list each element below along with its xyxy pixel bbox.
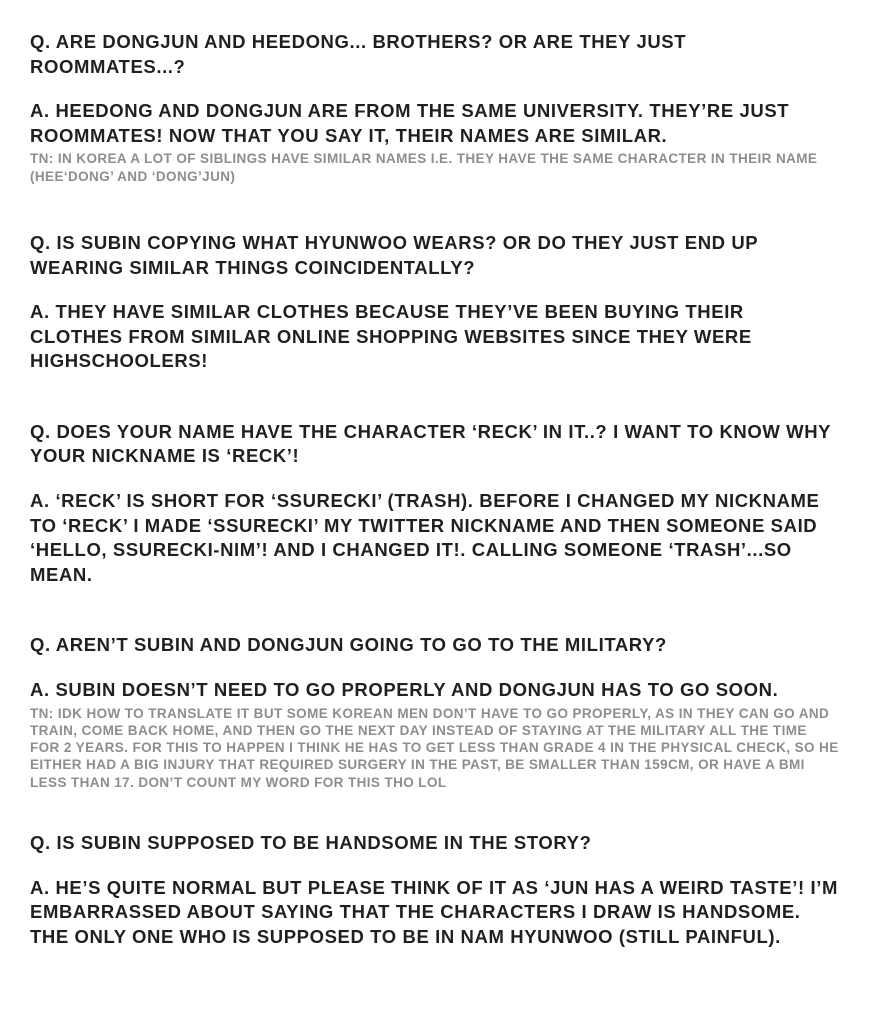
- answer-text: A. THEY HAVE SIMILAR CLOTHES BECAUSE THEY’VE BEEN BUYING THEIR CLOTHES FROM SIMILAR ONLINE SHOPPING WEBSITES SINCE THEY WERE HIGHSCHOOLERS!: [30, 301, 752, 372]
- answer-text: A. HE’S QUITE NORMAL BUT PLEASE THINK OF IT AS ‘JUN HAS A WEIRD TASTE’! I’M EMBARRASSED ABOUT SAYING THAT THE CHARACTERS I DRAW IS HANDSOME. THE ONLY ONE WHO IS SUPPOSED TO BE IN NAM HYUNWOO (STILL PAINFUL).: [30, 876, 838, 947]
- question-text: Q. ARE DONGJUN AND HEEDONG... BROTHERS? OR ARE THEY JUST ROOMMATES...?: [30, 31, 687, 77]
- qa-block: [30, 30, 839, 185]
- block-spacer: [30, 791, 839, 831]
- translator-note: TN: IN KOREA A LOT OF SIBLINGS HAVE SIMILAR NAMES I.E. THEY HAVE THE SAME CHARACTER IN THEIR NAME (HEE‘DONG’ AND ‘DONG’JUN): [30, 151, 818, 184]
- answer-text: A. SUBIN DOESN’T NEED TO GO PROPERLY AND DONGJUN HAS TO GO SOON.: [30, 679, 779, 701]
- translator-note: TN: IDK HOW TO TRANSLATE IT BUT SOME KOREAN MEN DON’T HAVE TO GO PROPERLY, AS IN THEY CAN GO AND TRAIN, COME BACK HOME, AND THEN GO THE NEXT DAY INSTEAD OF STAYING AT THE MILITARY ALL THE TIME FOR 2 YEARS. FOR THIS TO HAPPEN I THINK HE HAS TO GET LESS THAN GRADE 4 IN THE PHYSICAL CHECK, SO HE EITHER HAD A BIG INJURY THAT REQUIRED SURGERY IN THE PAST, BE SMALLER THAN 159CM, OR HAVE A BMI LESS THAN 17. DON’T COUNT MY WORD FOR THIS THO LOL: [30, 705, 839, 790]
- qa-block: [30, 633, 839, 791]
- answer-text: A. ‘RECK’ IS SHORT FOR ‘SSURECKI’ (TRASH). BEFORE I CHANGED MY NICKNAME TO ‘RECK’ I MADE ‘SSURECKI’ MY TWITTER NICKNAME AND THEN SOMEONE SAID ‘HELLO, SSURECKI-NIM’! AND I CHANGED IT!. CALLING SOMEONE ‘TRASH’...SO MEAN.: [30, 490, 820, 585]
- question-text: Q. AREN’T SUBIN AND DONGJUN GOING TO GO TO THE MILITARY?: [30, 634, 667, 656]
- qa-block: [30, 420, 839, 588]
- qa-block: [30, 231, 839, 374]
- qa-block: [30, 831, 839, 949]
- question-text: Q. DOES YOUR NAME HAVE THE CHARACTER ‘RECK’ IN IT..? I WANT TO KNOW WHY YOUR NICKNAME IS ‘RECK’!: [30, 420, 831, 467]
- question-text: Q. IS SUBIN COPYING WHAT HYUNWOO WEARS? OR DO THEY JUST END UP WEARING SIMILAR THINGS COINCIDENTALLY?: [30, 231, 758, 278]
- question-text: Q. IS SUBIN SUPPOSED TO BE HANDSOME IN THE STORY?: [30, 831, 592, 853]
- block-spacer: [30, 374, 839, 420]
- block-spacer: [30, 587, 839, 633]
- answer-text: A. HEEDONG AND DONGJUN ARE FROM THE SAME UNIVERSITY. THEY’RE JUST ROOMMATES! NOW THAT YOU SAY IT, THEIR NAMES ARE SIMILAR.: [30, 100, 790, 146]
- block-spacer: [30, 185, 839, 231]
